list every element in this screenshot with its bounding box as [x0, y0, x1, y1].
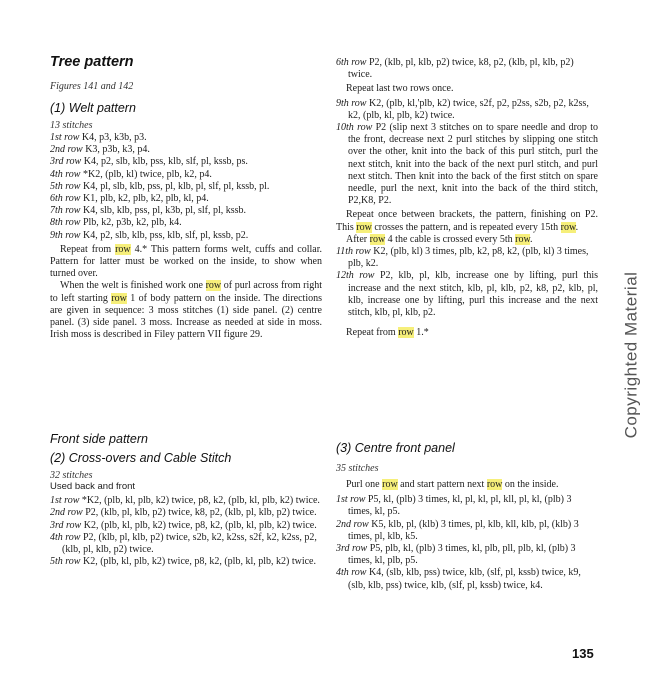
row-label: 2nd row [50, 507, 83, 519]
centre-panel-heading: (3) Centre front panel [336, 441, 455, 455]
row-instruction [336, 543, 598, 567]
row-label: 1st row [50, 132, 80, 143]
text-run: 1.* [413, 327, 429, 339]
page-number: 135 [572, 646, 594, 661]
front-side-title: Front side pattern [50, 432, 148, 446]
row-label: 1st row [50, 495, 80, 507]
highlighted-term: row [398, 327, 414, 339]
row-label: 3rd row [336, 543, 368, 555]
row-text: P2, (klb, pl, klb, p2) twice, s2b, k2, k2ss, s2f, k2, k2ss, p2, (klb, pl, klb, p2) twice. [62, 531, 317, 556]
row-label: 4th row [336, 567, 367, 579]
repeat-brackets-paragraph [336, 209, 598, 233]
row-label: 2nd row [50, 144, 83, 156]
front-side-title-block [50, 432, 322, 446]
row-instruction [336, 98, 598, 122]
copyright-watermark [618, 250, 644, 460]
highlighted-term: row [369, 233, 386, 245]
row-instruction [50, 144, 322, 156]
highlighted-term: row [382, 479, 398, 490]
welt-heading: (1) Welt pattern [50, 101, 136, 115]
centre-heading-block [336, 441, 598, 455]
pattern-title-block [50, 54, 322, 70]
centre-stitch-count: 35 stitches [336, 463, 379, 474]
pattern-title: Tree pattern [50, 54, 134, 70]
row-label: 5th row [50, 556, 81, 568]
row-text: K2, (plb, kl, plb, k2) twice, p8, k2, (plb, kl, plb, k2) twice. [80, 556, 316, 568]
text-run: on the inside. [502, 479, 559, 490]
row-label: 1st row [336, 494, 366, 506]
row-label: 3rd row [50, 519, 82, 531]
text-run: Purl one [346, 479, 383, 490]
row-instruction [50, 556, 322, 568]
text-run: crosses the pattern, and is repeated every 15th [371, 221, 561, 233]
row-label: 2nd row [336, 518, 369, 530]
row-instruction [50, 532, 322, 556]
row-instruction [336, 519, 598, 543]
row-label: 6th row [50, 193, 81, 205]
front-note: Used back and front [50, 481, 136, 492]
row-instruction [50, 156, 322, 168]
row-instruction [336, 246, 598, 270]
highlighted-term: row [115, 243, 131, 255]
row-instruction [50, 181, 322, 193]
centre-rows [336, 494, 598, 592]
cross-overs-heading: (2) Cross-overs and Cable Stitch [50, 451, 232, 465]
highlighted-term: row [515, 233, 531, 245]
row-text: Plb, k2, p3b, k2, plb, k4. [80, 217, 182, 229]
row-text: P2, (klb, pl, klb, p2) twice, k8, p2, (klb, pl, klb, p2) twice. [348, 57, 574, 81]
row-instruction [50, 169, 322, 181]
row-instruction [50, 205, 322, 217]
row-instruction [50, 132, 322, 144]
text-run: Repeat once between brackets, the pattern, finishing on P2. This [336, 209, 598, 233]
row-instruction [50, 520, 322, 532]
row-instruction [336, 567, 598, 591]
text-run: When the welt is finished work one [60, 280, 206, 292]
row-text: K1, plb, k2, plb, k2, plb, kl, p4. [80, 193, 209, 205]
text-run: 4 the cable is crossed every 5th [385, 233, 516, 245]
row-label: 4th row [50, 531, 81, 543]
highlighted-term: row [486, 479, 503, 490]
row-instruction [50, 495, 322, 507]
row-label: 5th row [50, 180, 81, 192]
figures-caption: Figures 141 and 142 [50, 81, 134, 92]
row-text: K4, p2, slb, klb, pss, klb, slf, pl, kssb, ps. [81, 156, 248, 168]
text-run: Repeat from [346, 327, 399, 339]
text-run: and start pattern next [397, 479, 487, 490]
centre-intro-paragraph [336, 479, 598, 491]
row-instruction [336, 270, 598, 319]
row-text: K4, p2, slb, klb, pss, klb, slf, pl, kssb, p2. [80, 229, 249, 241]
front-stitch-count: 32 stitches [50, 470, 93, 481]
row-label: 6th row [336, 57, 367, 68]
row-instruction [50, 193, 322, 205]
text-run: of purl across from right to left starting [50, 280, 322, 304]
row-label: 9th row [50, 229, 81, 241]
text-run: . [575, 221, 579, 233]
row-instruction [336, 494, 598, 518]
highlighted-term: row [205, 280, 222, 292]
row-text: K3, p3b, k3, p4. [82, 144, 150, 156]
row-text: P5, kl, (plb) 3 times, kl, pl, kl, pl, kll, pl, kl, (plb) 3 times, kl, p5. [348, 494, 572, 518]
text-run: . [530, 233, 533, 245]
welt-body [50, 120, 322, 341]
highlighted-term: row [111, 292, 127, 304]
cable-crossed-paragraph [336, 234, 598, 246]
row-label: 8th row [50, 217, 81, 229]
welt-rows [50, 132, 322, 242]
row-instruction [336, 122, 598, 207]
row-label: 7th row [50, 205, 81, 217]
row-text: K2, (plb, kl) 3 times, plb, k2, p8, k2, (plb, kl) 3 times, plb, k2. [348, 246, 589, 270]
row-text: P2 (slip next 3 stitches on to spare needle and drop to the front, decrease next 2 purl stitches by slipping one stitch over the other, knit into the back of this purl stitch, purl the next stitch, knit into the back of the next purl stitch, and purl next stitch. Then knit into the back of the first stitch on spare needle, purl the next, knit into the back of the third stitch, P2,K8, P2. [348, 122, 598, 207]
row-text: K5, klb, pl, (klb) 3 times, pl, klb, kll, klb, pl, (klb) 3 times, pl, klb, k5. [348, 518, 579, 542]
row-label: 10th row [336, 122, 373, 134]
row-text: K4, p3, k3b, p3. [79, 132, 147, 143]
welt-finish-paragraph [50, 280, 322, 341]
row-label: 9th row [336, 97, 367, 109]
centre-body [336, 463, 598, 592]
row-label: 12th row [336, 270, 375, 282]
row-text: K4, slb, klb, pss, pl, k3b, pl, slf, pl, kssb. [80, 205, 247, 217]
welt-heading-block [50, 101, 322, 115]
row-label: 4th row [50, 168, 81, 180]
row-instruction [50, 217, 322, 229]
copyright-text: Copyrighted Material [621, 271, 641, 439]
repeat-last-rows: Repeat last two rows once. [346, 83, 454, 95]
row-instruction [50, 507, 322, 519]
text-run: 4.* This pattern forms welt, cuffs and collar. Pattern for latter must be worked on the inside, to show when turned over. [50, 243, 322, 280]
figures-caption-block [50, 81, 322, 92]
row-text: K4, (slb, klb, pss) twice, klb, (slf, pl, kssb) twice, k9, (slb, klb, pss) twice, klb, (slf, pl, kssb) twice, k4. [348, 567, 581, 591]
row-label: 3rd row [50, 156, 82, 168]
cross-overs-heading-block [50, 451, 322, 465]
right-top-block [336, 57, 598, 339]
welt-repeat-paragraph [50, 244, 322, 281]
row-text: K2, (plb, kl, plb, k2) twice, p8, k2, (plb, kl, plb, k2) twice. [81, 519, 317, 531]
row-text: K2, (plb, kl,'plb, k2) twice, s2f, p2, p2ss, s2b, p2, k2ss, k2, (plb, kl, plb, k2) twice. [348, 97, 589, 121]
repeat-from-row-paragraph [336, 327, 598, 339]
welt-stitch-count: 13 stitches [50, 120, 93, 131]
row-text: *K2, (plb, kl, plb, k2) twice, p8, k2, (plb, kl, plb, k2) twice. [79, 495, 320, 507]
front-rows [50, 495, 322, 568]
highlighted-term: row [560, 221, 576, 233]
row-instruction [50, 230, 322, 242]
row-label: 11th row [336, 246, 371, 258]
text-run: After [346, 233, 370, 245]
highlighted-term: row [356, 221, 372, 233]
row-text: P2, klb, pl, klb, increase one by lifting, purl this increase and the next stitch, klb, pl, klb, p2, k8, p2, klb, pl, klb, increase one by lifting, purl this increase and the next stitch, klb, pl, klb, p2. [348, 270, 599, 319]
text-run: 1 of body pattern on the inside. The directions are given in sequence: 3 moss stitches (1) side panel. (2) centre panel. (3) side panel. 3 moss. Increase as needed at side in moss. Irish moss is described in Filey pattern VII figure 29. [50, 292, 322, 341]
text-run: Repeat from [60, 243, 116, 255]
row-text: K4, pl, slb, klb, pss, pl, klb, pl, slf, pl, kssb, pl. [80, 180, 270, 192]
row-text: P5, plb, kl, (plb) 3 times, kl, plb, pll, plb, kl, (plb) 3 times, kl, plb, p5. [348, 543, 576, 567]
row-text: *K2, (plb, kl) twice, plb, k2, p4. [80, 168, 212, 180]
front-body [50, 470, 322, 568]
row-instruction [336, 57, 598, 81]
row-text: P2, (klb, pl, klb, p2) twice, k8, p2, (klb, pl, klb, p2) twice. [82, 507, 317, 519]
